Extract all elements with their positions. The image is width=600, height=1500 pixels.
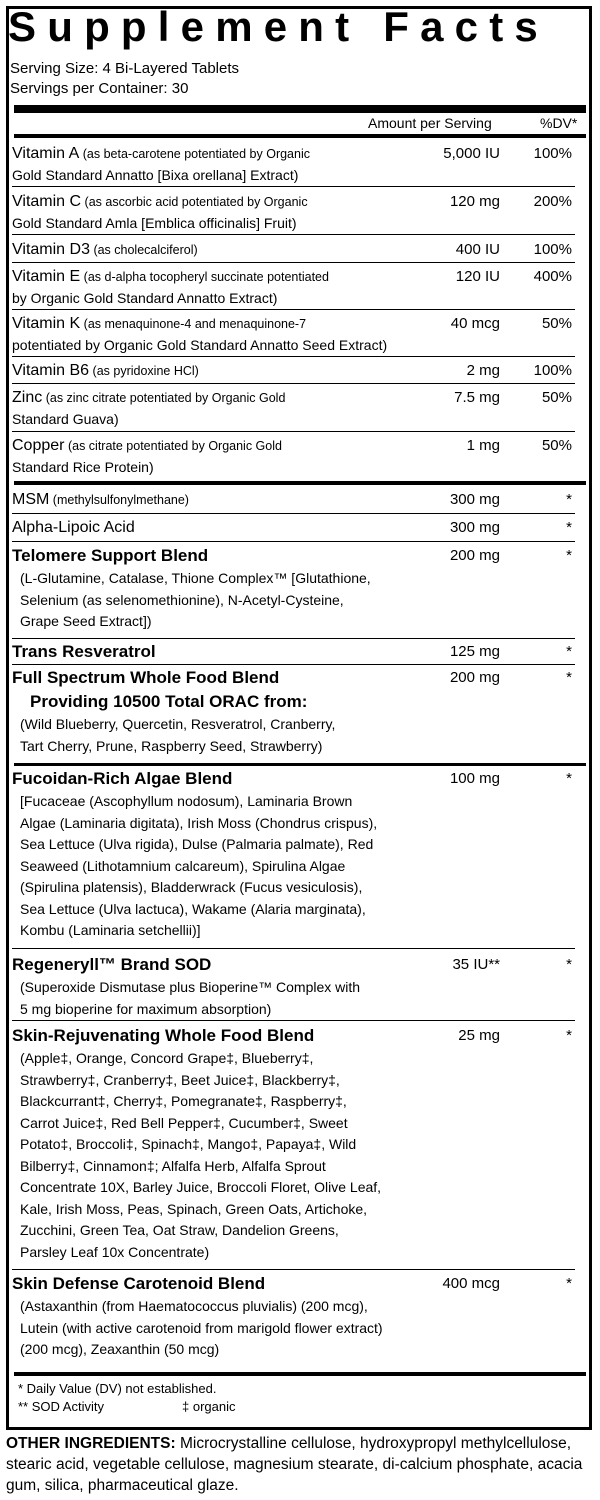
nutrient-dv: 100% <box>533 145 572 162</box>
nutrient-desc: (as cholecalciferol) <box>89 243 198 257</box>
nutrient-amount: 7.5 mg <box>454 389 500 406</box>
nutrient-desc-line2: Standard Rice Protein) <box>12 459 154 475</box>
nutrient-amount: 1 mg <box>466 437 500 454</box>
blend-amount: 200 mg <box>449 547 500 564</box>
nutrient-dv: 50% <box>541 315 572 332</box>
blend-name: Skin-Rejuvenating Whole Food Blend <box>12 1026 315 1045</box>
blend-line: Concentrate 10X, Barley Juice, Broccoli Floret, Olive Leaf, <box>20 1179 382 1195</box>
nutrient-dv: 50% <box>541 389 572 406</box>
blend-line: Grape Seed Extract]) <box>20 613 152 629</box>
blend-amount: 25 mg <box>458 1027 500 1044</box>
nutrient-amount: 300 mg <box>449 519 500 536</box>
blend-subtitle: Providing 10500 Total ORAC from: <box>30 692 308 711</box>
nutrient-name: Vitamin A <box>12 145 80 162</box>
header-amount: Amount per Serving <box>368 115 492 131</box>
blend-line: Kale, Irish Moss, Peas, Spinach, Green Oats, Artichoke, <box>20 1200 368 1217</box>
blend-line: Lutein (with active carotenoid from marigold flower extract) <box>20 1319 383 1336</box>
nutrient-desc: (as d-alpha tocopheryl succinate potentiated <box>80 270 329 284</box>
nutrient-name: Vitamin D3 <box>12 241 90 258</box>
blend-line: [Fucaceae (Ascophyllum nodosum), Laminaria Brown <box>20 793 353 809</box>
row-divider <box>12 541 575 542</box>
nutrient-dv: 400% <box>533 268 572 285</box>
blend-line: Potato‡, Broccoli‡, Spinach‡, Mango‡, Papaya‡, Wild <box>20 1136 357 1152</box>
nutrient-desc: (as ascorbic acid potentiated by Organic <box>81 195 308 209</box>
nutrient-name: Vitamin C <box>12 193 82 210</box>
nutrient-desc-line2: Gold Standard Annatto [Bixa orellana] Extract) <box>12 167 299 183</box>
blend-name: Fucoidan-Rich Algae Blend <box>12 769 233 788</box>
blend-line: Strawberry‡, Cranberry‡, Beet Juice‡, Blackberry‡, <box>20 1071 340 1088</box>
nutrient-desc: (methylsulfonylmethane) <box>49 493 189 507</box>
blend-line: Selenium (as selenomethionine), N-Acetyl-Cysteine, <box>20 591 344 608</box>
blend-line: Bilberry‡, Cinnamon‡; Alfalfa Herb, Alfalfa Sprout <box>20 1157 326 1174</box>
blend-line: Carrot Juice‡, Red Bell Pepper‡, Cucumber‡, Sweet <box>20 1114 348 1131</box>
row-divider <box>12 431 575 432</box>
nutrient-desc-line2: Gold Standard Amla [Emblica officinalis] Fruit) <box>12 215 297 231</box>
other-ingredients-text: Microcrystalline cellulose, hydroxypropyl methylcellulose, stearic acid, vegetable cellulose, magnesium stearate, di-calcium phosphate, acacia gum, silica, pharmaceutical glaze. <box>6 1435 583 1494</box>
section-rule <box>14 1372 586 1376</box>
footnote-organic: ‡ organic <box>182 1399 236 1414</box>
blend-dv: * <box>566 669 572 686</box>
blend-name: Telomere Support Blend <box>12 546 209 565</box>
blend-name: Skin Defense Carotenoid Blend <box>12 1274 266 1293</box>
blend-amount: 35 IU** <box>452 956 500 973</box>
blend-line: Zucchini, Green Tea, Oat Straw, Dandelion Greens, <box>20 1222 339 1238</box>
blend-line: Seaweed (Lithotamnium calcareum), Spirulina Algae <box>20 857 346 874</box>
blend-line: (Astaxanthin (from Haematococcus pluvialis) (200 mcg), <box>20 1298 368 1314</box>
nutrient-dv: 100% <box>533 241 572 258</box>
blend-line: (Wild Blueberry, Quercetin, Resveratrol, Cranberry, <box>20 716 336 732</box>
blend-dv: * <box>566 643 572 660</box>
nutrient-name: Zinc <box>12 389 43 406</box>
footnote-dv: * Daily Value (DV) not established. <box>18 1381 217 1396</box>
nutrient-amount: 120 mg <box>449 193 500 210</box>
nutrient-dv: 200% <box>533 193 572 210</box>
nutrient-dv: 50% <box>541 437 572 454</box>
row-divider <box>12 1020 575 1021</box>
nutrient-desc: (as zinc citrate potentiated by Organic Gold <box>42 391 286 405</box>
blend-line: Sea Lettuce (Ulva lactuca), Wakame (Alaria marginata), <box>20 900 366 917</box>
nutrient-desc-line2: potentiated by Organic Gold Standard Annatto Seed Extract) <box>12 337 388 353</box>
nutrient-desc: (as citrate potentiated by Organic Gold <box>64 439 282 453</box>
nutrient-amount: 400 IU <box>455 241 500 258</box>
blend-dv: * <box>566 1275 572 1292</box>
blend-line: Algae (Laminaria digitata), Irish Moss (Chondrus crispus), <box>20 814 378 831</box>
row-divider <box>12 309 575 310</box>
medium-rule <box>14 134 586 138</box>
blend-amount: 125 mg <box>449 643 500 660</box>
blend-line: Parsley Leaf 10x Concentrate) <box>20 1243 210 1260</box>
nutrient-dv: * <box>566 519 572 536</box>
blend-line: Sea Lettuce (Ulva rigida), Dulse (Palmaria palmate), Red <box>20 836 374 852</box>
blend-dv: * <box>566 770 572 787</box>
nutrient-amount: 300 mg <box>449 491 500 508</box>
row-divider <box>12 356 575 357</box>
blend-amount: 200 mg <box>449 669 500 686</box>
blend-line: (Spirulina platensis), Bladderwrack (Fucus vesiculosis), <box>20 879 363 895</box>
blend-line: 5 mg bioperine for maximum absorption) <box>20 1000 272 1017</box>
section-rule <box>14 481 586 485</box>
thick-rule <box>14 105 586 113</box>
nutrient-dv: * <box>566 491 572 508</box>
blend-line: (200 mcg), Zeaxanthin (50 mcg) <box>20 1341 220 1357</box>
nutrient-amount: 5,000 IU <box>443 145 500 162</box>
nutrient-desc-line2: Standard Guava) <box>12 411 119 427</box>
blend-line: (L-Glutamine, Catalase, Thione Complex™ [Glutathione, <box>20 570 371 586</box>
footnote-sod: ** SOD Activity <box>18 1399 104 1414</box>
blend-dv: * <box>566 956 572 973</box>
row-divider <box>12 186 575 187</box>
nutrient-name: MSM <box>12 491 50 508</box>
blend-dv: * <box>566 547 572 564</box>
row-divider <box>12 948 575 949</box>
nutrient-desc: (as beta-carotene potentiated by Organic <box>79 147 310 161</box>
blend-line: (Superoxide Dismutase plus Bioperine™ Complex with <box>20 979 361 995</box>
nutrient-desc-line2: by Organic Gold Standard Annatto Extract) <box>12 290 278 306</box>
nutrient-name: Copper <box>12 437 65 454</box>
other-ingredients <box>6 1433 590 1496</box>
row-divider <box>12 234 575 235</box>
header-dv: %DV* <box>540 115 578 131</box>
row-divider <box>12 664 575 665</box>
nutrient-amount: 40 mcg <box>450 315 500 332</box>
blend-name: Trans Resveratrol <box>12 642 156 661</box>
serving-size: Serving Size: 4 Bi-Layered Tablets <box>10 60 240 77</box>
other-ingredients-label: OTHER INGREDIENTS: <box>6 1435 176 1452</box>
nutrient-desc: (as pyridoxine HCl) <box>89 364 199 378</box>
blend-amount: 400 mcg <box>442 1275 500 1292</box>
nutrient-name: Vitamin E <box>12 268 81 285</box>
nutrient-amount: 2 mg <box>466 362 500 379</box>
blend-dv: * <box>566 1027 572 1044</box>
nutrient-desc: (as menaquinone-4 and menaquinone-7 <box>80 317 307 331</box>
panel-title: Supplement Facts <box>8 3 549 50</box>
blend-line: Tart Cherry, Prune, Raspberry Seed, Strawberry) <box>20 737 323 754</box>
nutrient-name: Vitamin B6 <box>12 362 90 379</box>
nutrient-dv: 100% <box>533 362 572 379</box>
row-divider <box>12 1269 575 1270</box>
nutrient-amount: 120 IU <box>455 268 500 285</box>
row-divider <box>12 638 575 639</box>
servings-per-container: Servings per Container: 30 <box>10 80 189 97</box>
blend-line: Kombu (Laminaria setchellii)] <box>20 922 201 938</box>
nutrient-name: Vitamin K <box>12 315 81 332</box>
nutrient-name: Alpha-Lipoic Acid <box>12 519 135 536</box>
blend-name: Regeneryll™ Brand SOD <box>12 955 212 974</box>
blend-line: (Apple‡, Orange, Concord Grape‡, Blueberry‡, <box>20 1050 314 1066</box>
blend-amount: 100 mg <box>449 770 500 787</box>
section-rule <box>14 763 586 766</box>
row-divider <box>12 383 575 384</box>
row-divider <box>12 513 575 514</box>
blend-name: Full Spectrum Whole Food Blend <box>12 668 280 687</box>
blend-line: Blackcurrant‡, Cherry‡, Pomegranate‡, Raspberry‡, <box>20 1093 347 1109</box>
row-divider <box>12 262 575 263</box>
